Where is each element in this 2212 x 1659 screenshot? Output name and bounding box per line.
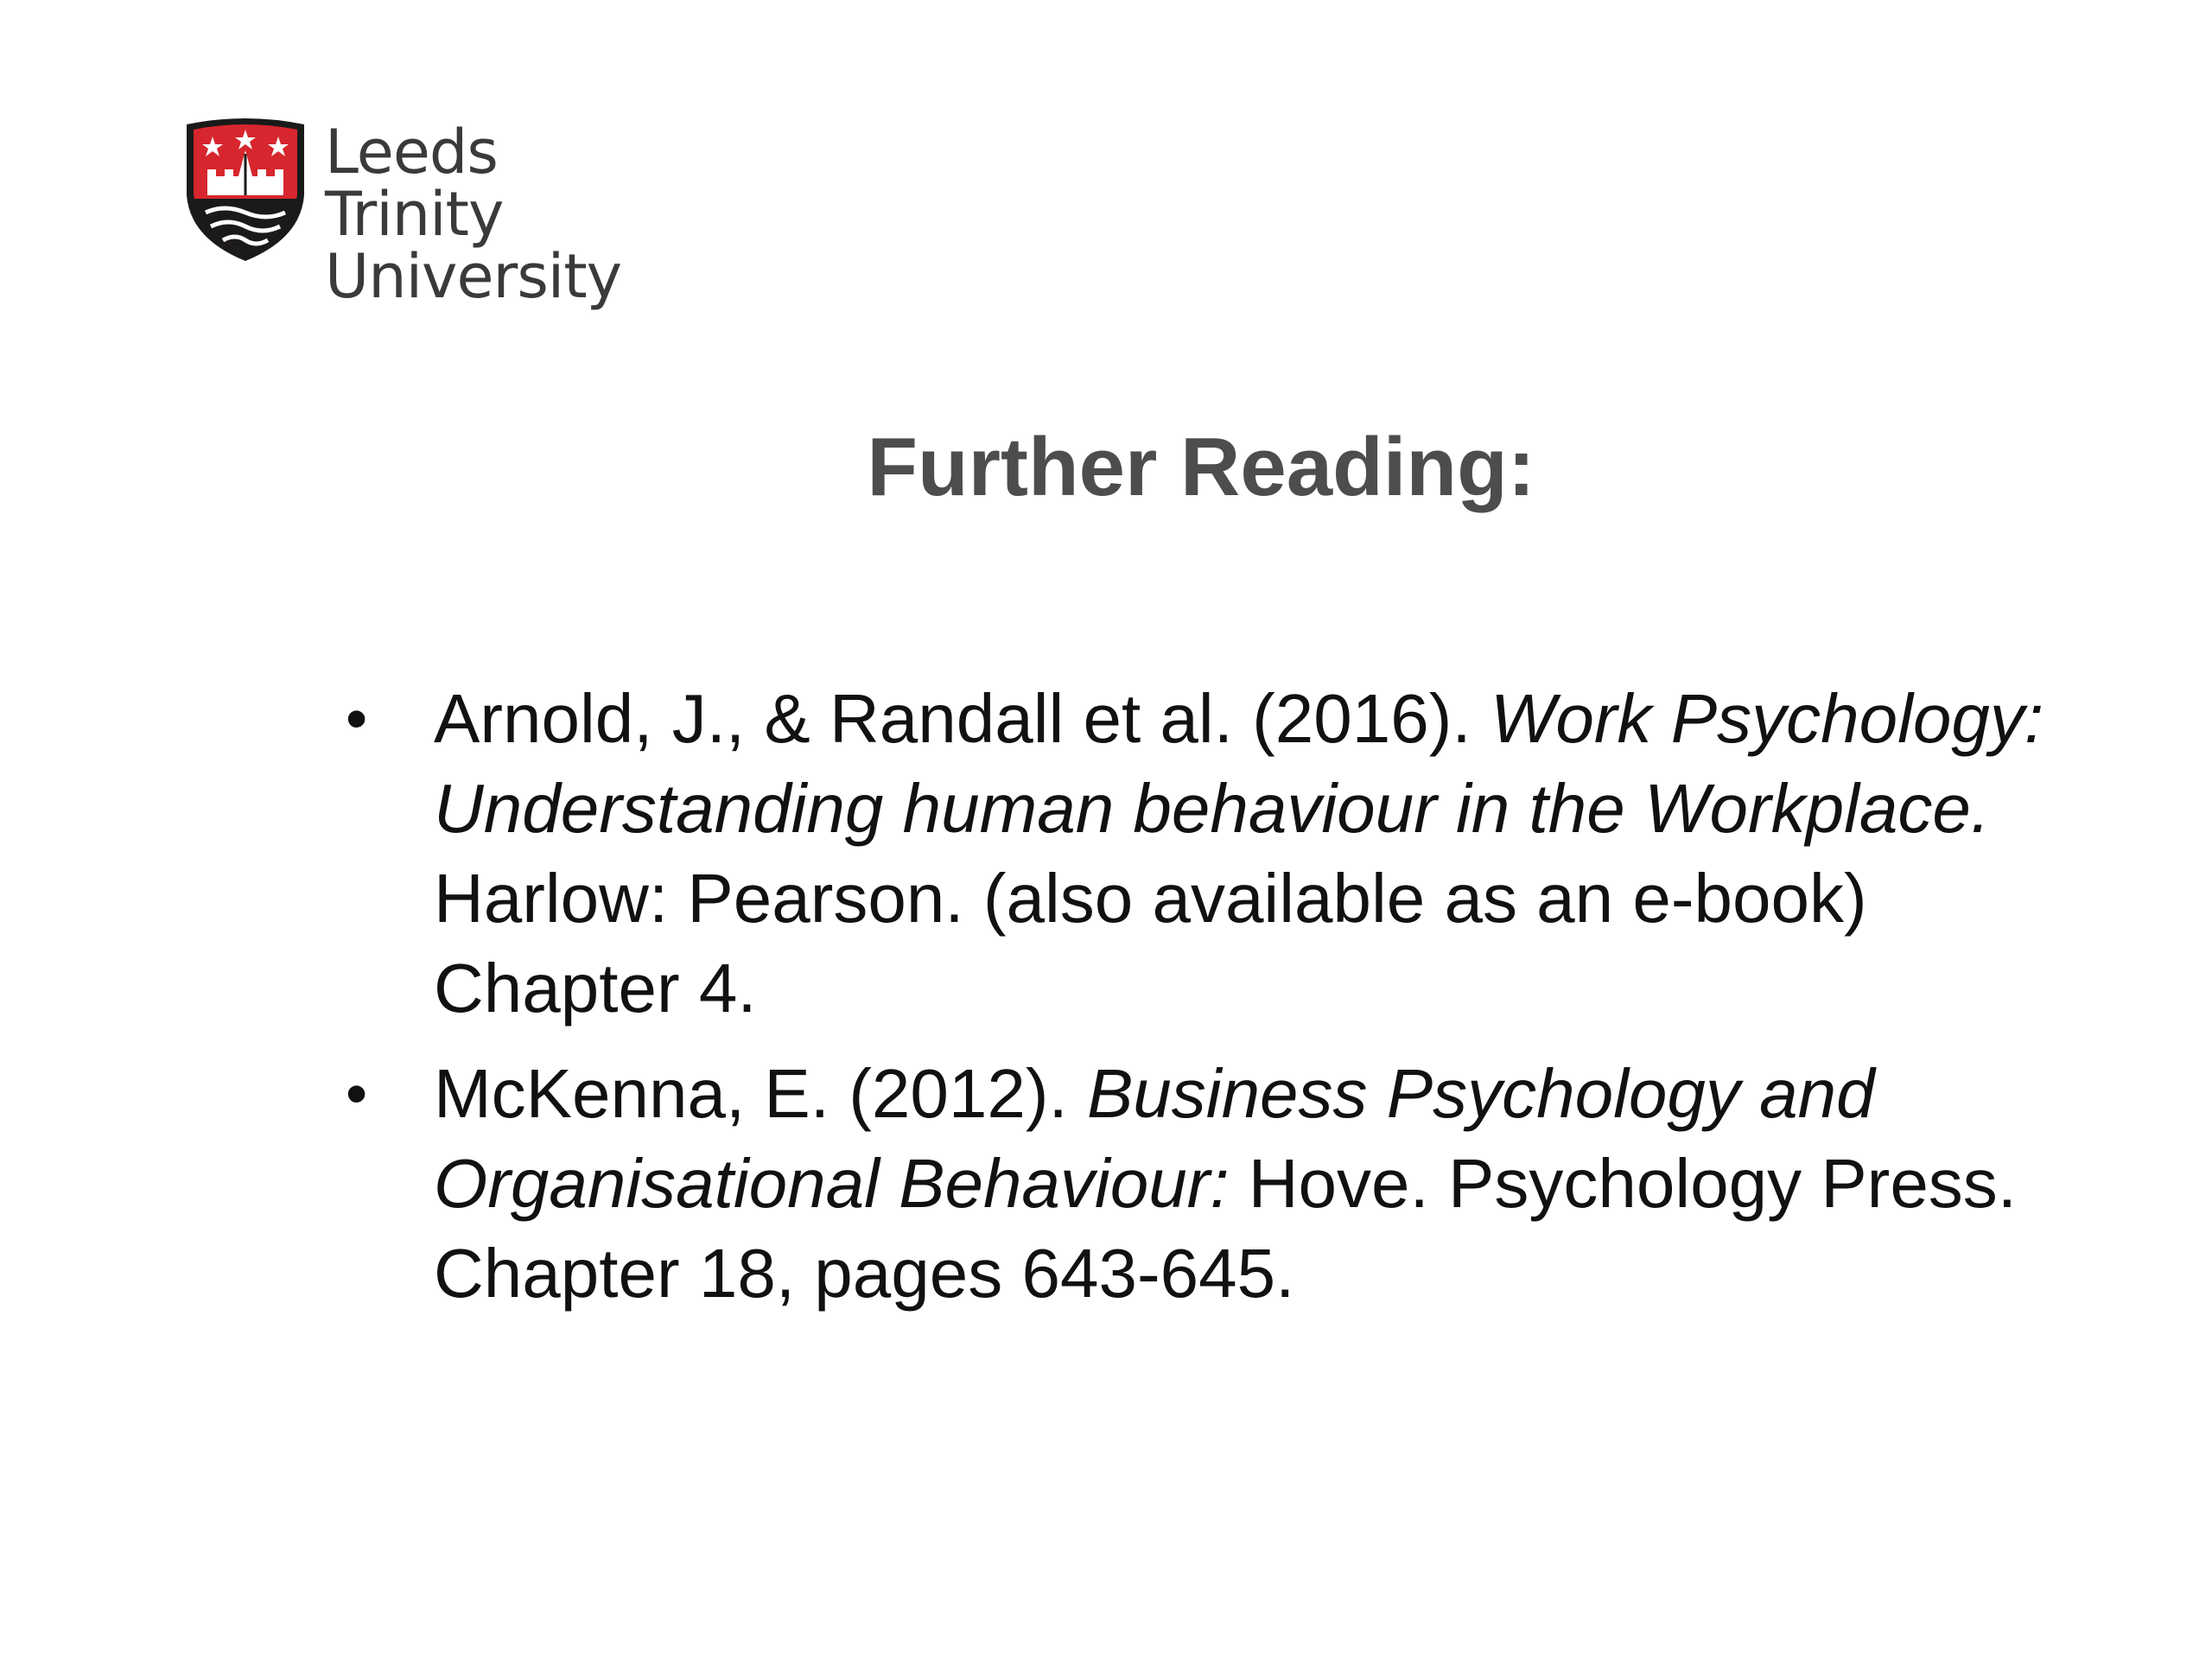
reference-publisher-details: Hove. Psychology Press. Chapter 18, pages 643-645. (434, 1145, 2018, 1312)
reference-authors-year: Arnold, J., & Randall et al. (2016). (434, 680, 1491, 757)
reference-authors-year: McKenna, E. (2012). (434, 1055, 1087, 1132)
logo-line-2: University (325, 241, 622, 312)
logo-wordmark (325, 117, 665, 312)
bullet-icon: • (346, 1059, 368, 1128)
university-logo (181, 112, 665, 312)
page-title: Further Reading: (867, 421, 1535, 513)
reference-book-title: Work Psychology: Understanding human behaviour in the Workplace. (434, 680, 2044, 847)
reference-book-title: Business Psychology and Organisational Behaviour: (434, 1055, 1875, 1222)
bullet-icon: • (346, 684, 368, 753)
reference-publisher-details: Harlow: Pearson. (also available as an e-book) Chapter 4. (434, 860, 1867, 1027)
reference-list (346, 674, 2056, 1334)
logo-line-1: Leeds Trinity (325, 117, 504, 250)
reference-item (346, 674, 2056, 1033)
shield-crest-icon (181, 116, 309, 264)
reference-item (346, 1049, 2056, 1319)
